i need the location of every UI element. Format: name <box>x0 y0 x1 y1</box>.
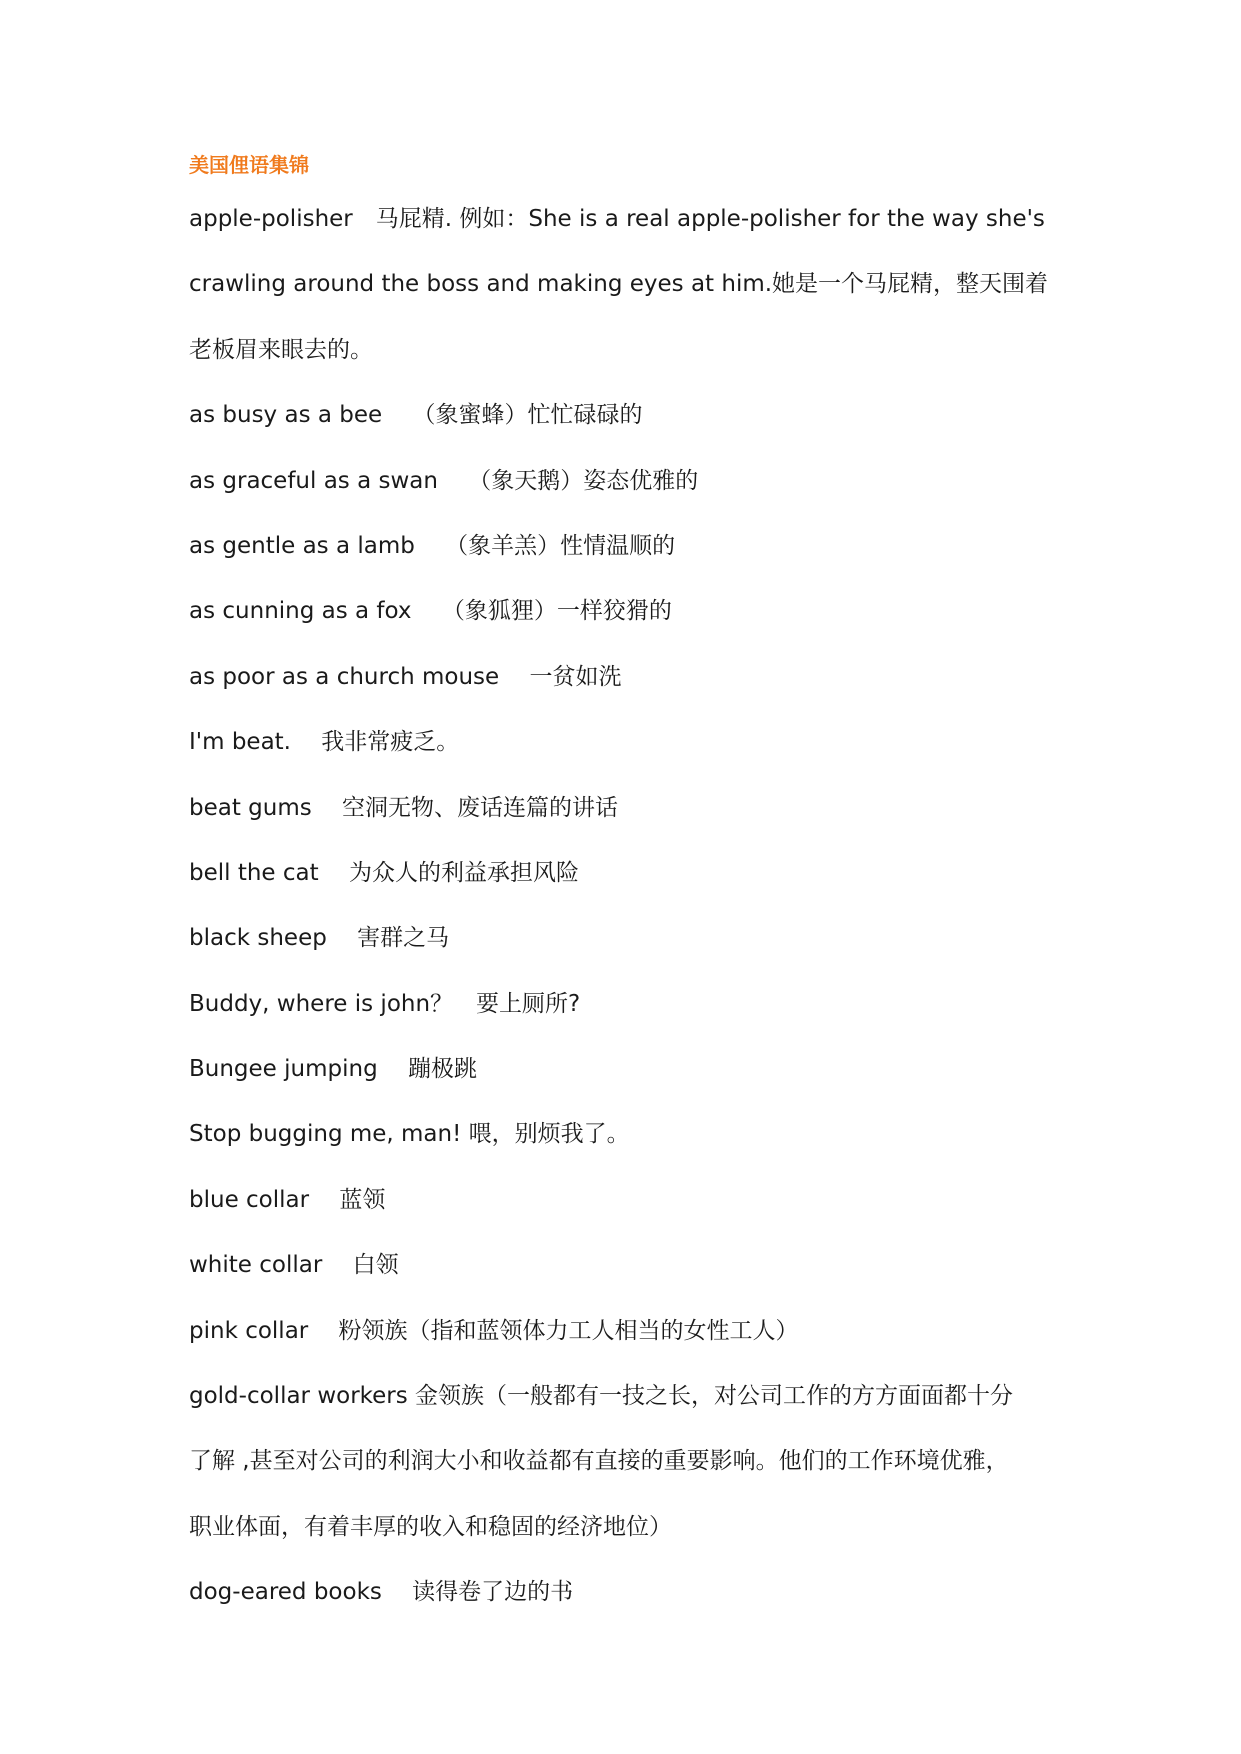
slang-line: Bungee jumping 蹦极跳 <box>189 1056 477 1083</box>
slang-line: I'm beat. 我非常疲乏。 <box>189 729 460 756</box>
slang-line: as poor as a church mouse 一贫如洗 <box>189 663 622 690</box>
slang-line: black sheep 害群之马 <box>189 925 450 952</box>
slang-line: apple-polisher 马屁精. 例如：She is a real apple-polisher for the way she's <box>189 206 1045 232</box>
slang-line: pink collar 粉领族（指和蓝领体力工人相当的女性工人） <box>189 1317 799 1344</box>
document-title: 美国俚语集锦 <box>189 153 309 177</box>
slang-line: 了解 ,甚至对公司的利润大小和收益都有直接的重要影响。他们的工作环境优雅， <box>189 1448 1009 1475</box>
slang-line: as cunning as a fox （象狐狸）一样狡猾的 <box>189 598 672 625</box>
slang-line: as graceful as a swan （象天鹅）姿态优雅的 <box>189 467 699 494</box>
slang-line: as gentle as a lamb （象羊羔）性情温顺的 <box>189 532 676 559</box>
slang-line: dog-eared books 读得卷了边的书 <box>189 1579 574 1606</box>
slang-line: beat gums 空洞无物、废话连篇的讲话 <box>189 794 619 821</box>
slang-line: as busy as a bee （象蜜蜂）忙忙碌碌的 <box>189 402 643 429</box>
slang-line: bell the cat 为众人的利益承担风险 <box>189 859 579 886</box>
slang-line: 职业体面，有着丰厚的收入和稳固的经济地位） <box>189 1513 672 1540</box>
slang-line: gold-collar workers 金领族（一般都有一技之长，对公司工作的方方面面都十分 <box>189 1383 1014 1410</box>
slang-line: 老板眉来眼去的。 <box>189 336 373 363</box>
slang-line: white collar 白领 <box>189 1252 399 1279</box>
slang-list <box>189 200 1069 1639</box>
slang-line: blue collar 蓝领 <box>189 1186 386 1213</box>
slang-line: Stop bugging me, man! 喂，别烦我了。 <box>189 1121 630 1148</box>
slang-line: Buddy, where is john？ 要上厕所? <box>189 990 581 1017</box>
slang-line: crawling around the boss and making eyes at him.她是一个马屁精，整天围着 <box>189 271 1049 298</box>
